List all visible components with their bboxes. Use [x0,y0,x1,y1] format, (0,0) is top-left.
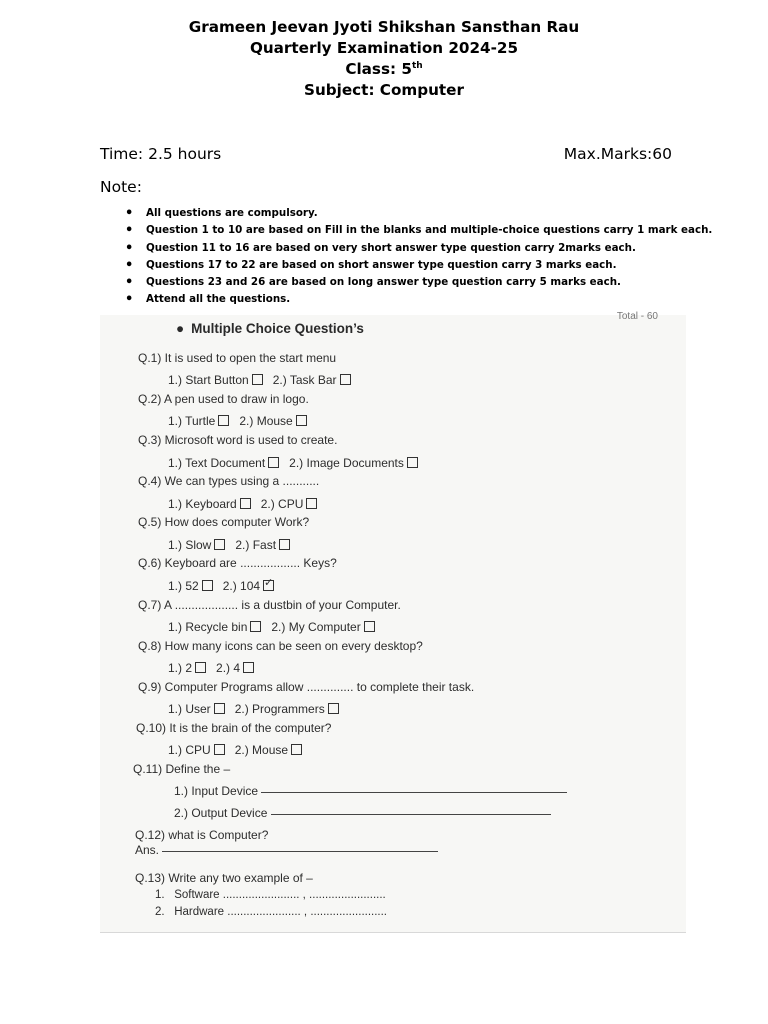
checkbox-icon[interactable] [250,621,261,632]
exam-header [0,17,768,101]
checked-checkbox-icon[interactable] [263,580,274,591]
checkbox-icon[interactable] [296,415,307,426]
instruction-item: • Questions 23 and 26 are based on long answer type question carry 5 marks each. [125,274,725,291]
item-label: Hardware [174,906,225,918]
question-text: Q.4) We can types using a [138,474,280,488]
question-3-options [168,456,428,470]
question-13: Q.13) Write any two example of – [135,871,313,885]
school-name: Grameen Jeevan Jyoti Shikshan Sansthan Rau [188,18,580,36]
checkbox-icon[interactable] [252,374,263,385]
item-label: Software [174,889,220,901]
note-label: Note: [100,178,142,196]
checkbox-icon[interactable] [243,662,254,673]
question-11: Q.11) Define the – [133,762,231,776]
question-8: Q.8) How many icons can be seen on every desktop? [138,639,423,653]
option-2: 2.) Mouse [239,414,293,428]
option-1: 1.) User [168,702,211,716]
option-1: 1.) Turtle [168,414,216,428]
max-marks: Max.Marks:60 [563,145,672,163]
option-2: 2.) 104 [222,579,261,593]
option-2: 2.) Task Bar [272,373,337,387]
question-6 [138,556,337,570]
item-label: 2.) Output Device [174,806,268,820]
question-11-item-1 [174,784,567,798]
item-label: 1.) Input Device [174,784,259,798]
checkbox-icon[interactable] [279,539,290,550]
question-6-options [168,579,284,593]
question-text: to complete their task. [356,680,475,694]
checkbox-icon[interactable] [218,415,229,426]
option-2: 2.) 4 [216,661,241,675]
question-text: Q.9) Computer Programs allow [138,680,304,694]
question-12: Q.12) what is Computer? [135,828,269,842]
checkbox-icon[interactable] [364,621,375,632]
answer-blank[interactable]: ....................... , ........................ [227,906,388,918]
subject-line: Subject: Computer [304,81,464,99]
question-7 [138,598,401,612]
question-5: Q.5) How does computer Work? [138,515,310,529]
time-allowed: Time: 2.5 hours [100,145,222,163]
option-1: 1.) Keyboard [168,497,237,511]
blank: .................. [240,556,301,570]
question-10: Q.10) It is the brain of the computer? [136,721,332,735]
option-1: 1.) Text Document [168,456,266,470]
answer-blank[interactable]: ........................ , ........................ [222,889,386,901]
mcq-title-text: Multiple Choice Question’s [191,321,364,336]
option-1: 1.) 2 [168,661,193,675]
checkbox-icon[interactable] [268,457,279,468]
bullet-icon: ● [176,321,185,336]
answer-line[interactable] [271,814,551,815]
checkbox-icon[interactable] [214,539,225,550]
question-12-answer [135,843,438,857]
class-line [0,59,768,80]
option-1: 1.) CPU [168,743,211,757]
blank: ........... [282,474,320,488]
checkbox-icon[interactable] [407,457,418,468]
checkbox-icon[interactable] [340,374,351,385]
question-2: Q.2) A pen used to draw in logo. [138,392,309,406]
scanned-question-sheet [100,311,686,933]
question-8-options [168,661,264,675]
question-13-item-1 [155,889,386,901]
question-1-options [168,373,361,387]
instructions-list [125,205,725,309]
question-text: is a dustbin of your Computer. [241,598,401,612]
option-1: 1.) Recycle bin [168,620,248,634]
total-marks-note: Total - 60 [616,311,658,322]
option-2: 2.) Mouse [234,743,289,757]
question-4-options [168,497,327,511]
checkbox-icon[interactable] [214,703,225,714]
option-1: 1.) 52 [168,579,199,593]
option-2: 2.) CPU [260,497,304,511]
checkbox-icon[interactable] [195,662,206,673]
instruction-item: • Question 1 to 10 are based on Fill in the blanks and multiple-choice questions carry 1 mark each. [125,222,725,239]
question-text: Q.6) Keyboard are [138,556,237,570]
question-4 [138,474,319,488]
question-3: Q.3) Microsoft word is used to create. [138,433,338,447]
option-2: 2.) Programmers [234,702,325,716]
instruction-item: • Questions 17 to 22 are based on short answer type question carry 3 marks each. [125,257,725,274]
option-2: 2.) Fast [235,538,277,552]
class-superscript: th [411,61,423,71]
question-9-options [168,702,349,716]
option-2: 2.) My Computer [271,620,361,634]
answer-line[interactable] [261,792,567,793]
blank: .............. [306,680,354,694]
class-label: Class: 5 [345,60,412,78]
question-text: Q.7) A [138,598,172,612]
answer-line[interactable] [162,851,438,852]
checkbox-icon[interactable] [328,703,339,714]
item-number: 1. [155,889,165,901]
option-1: 1.) Start Button [168,373,249,387]
question-5-options [168,538,300,552]
checkbox-icon[interactable] [291,744,302,755]
checkbox-icon[interactable] [306,498,317,509]
question-2-options [168,414,317,428]
option-1: 1.) Slow [168,538,212,552]
exam-title: Quarterly Examination 2024-25 [249,39,519,57]
question-text: Keys? [303,556,337,570]
question-9 [138,680,474,694]
item-number: 2. [155,906,165,918]
mcq-section-title [176,321,364,336]
instruction-item: • Attend all the questions. [125,291,725,308]
question-11-item-2 [174,806,551,820]
question-7-options [168,620,385,634]
checkbox-icon[interactable] [202,580,213,591]
checkbox-icon[interactable] [240,498,251,509]
question-10-options [168,743,312,757]
answer-label: Ans. [135,843,160,857]
blank: ................... [174,598,239,612]
checkbox-icon[interactable] [214,744,225,755]
instruction-item: • Question 11 to 16 are based on very short answer type question carry 2marks each. [125,240,725,257]
question-13-item-2 [155,906,387,918]
instruction-item: • All questions are compulsory. [125,205,725,222]
option-2: 2.) Image Documents [289,456,404,470]
question-1: Q.1) It is used to open the start menu [138,351,337,365]
